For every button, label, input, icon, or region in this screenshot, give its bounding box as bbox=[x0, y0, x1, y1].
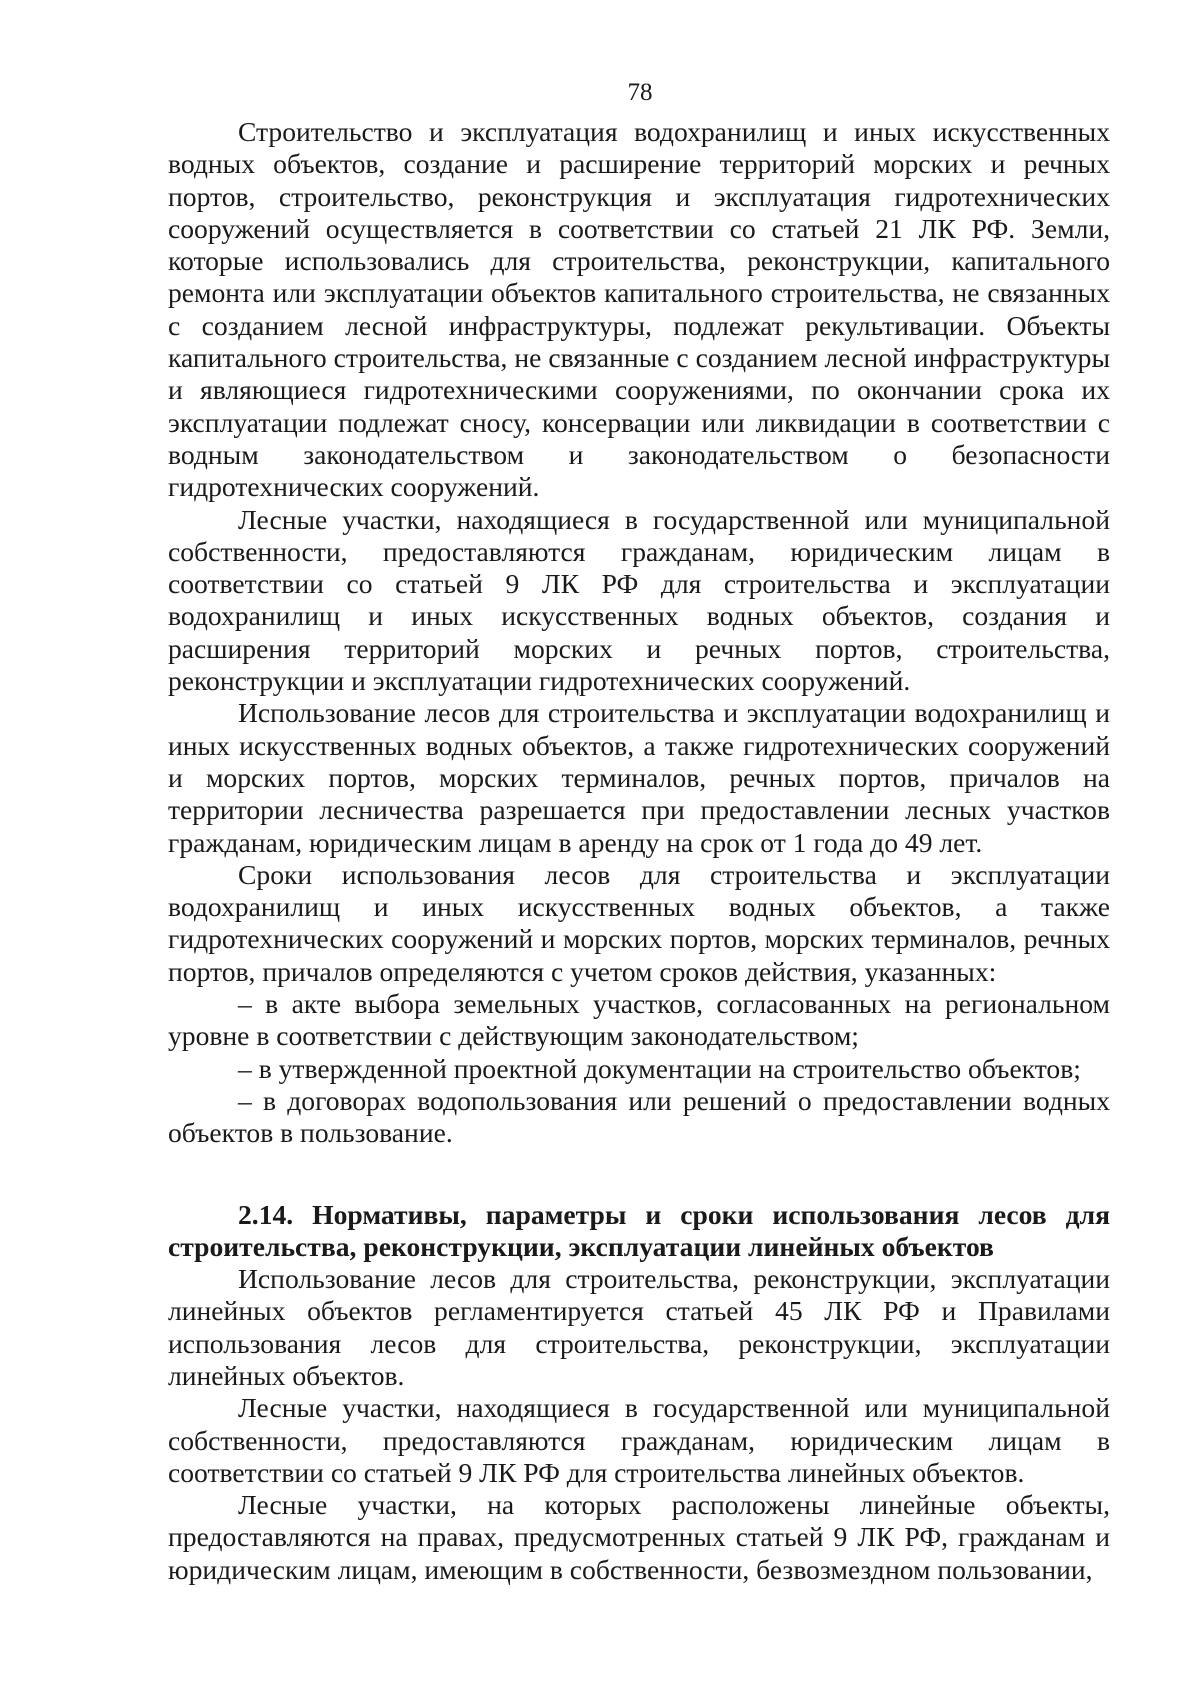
document-body bbox=[168, 116, 1110, 1586]
paragraph-plots-provision-hydro: Лесные участки, находящиеся в государственной или муниципальной собственности, предоставляются гражданам, юридическим лицам в соответствии со статьей 9 ЛК РФ для строительства и эксплуатации водохранилищ и иных искусственных водных объектов, создания и расширения территорий морских и речных портов, строительства, реконструкции и эксплуатации гидротехнических сооружений. bbox=[168, 503, 1110, 697]
paragraph-hydro-construction: Строительство и эксплуатация водохранилищ и иных искусственных водных объектов, создание и расширение территорий морских и речных портов, строительство, реконструкция и эксплуатация гидротехнических сооружений осуществляется в соответствии со статьей 21 ЛК РФ. Земли, которые использовались для строительства, реконструкции, капитального ремонта или эксплуатации объектов капитального строительства, не связанных с созданием лесной инфраструктуры, подлежат рекультивации. Объекты капитального строительства, не связанные с созданием лесной инфраструктуры и являющиеся гидротехническими сооружениями, по окончании срока их эксплуатации подлежат сносу, консервации или ликвидации в соответствии с водным законодательством и законодательством о безопасности гидротехнических сооружений. bbox=[168, 116, 1110, 503]
paragraph-plots-provision-linear: Лесные участки, находящиеся в государственной или муниципальной собственности, предоставляются гражданам, юридическим лицам в соответствии со статьей 9 ЛК РФ для строительства линейных объектов. bbox=[168, 1392, 1110, 1488]
paragraph-plots-with-linear-objects: Лесные участки, на которых расположены линейные объекты, предоставляются на правах, предусмотренных статьей 9 ЛК РФ, гражданам и юридическим лицам, имеющим в собственности, безвозмездном пользовании, bbox=[168, 1489, 1110, 1585]
page-number: 78 bbox=[627, 79, 653, 106]
paragraph-usage-periods: Сроки использования лесов для строительства и эксплуатации водохранилищ и иных искусственных водных объектов, а также гидротехнических сооружений и морских портов, морских терминалов, речных портов, причалов определяются с учетом сроков действия, указанных: bbox=[168, 858, 1110, 987]
section-heading-2-14: 2.14. Нормативы, параметры и сроки использования лесов для строительства, реконструкции, эксплуатации линейных объектов bbox=[168, 1198, 1110, 1262]
list-item-project-documentation: – в утвержденной проектной документации на строительство объектов; bbox=[238, 1052, 1081, 1084]
list-item-water-use-contracts: – в договорах водопользования или решений о предоставлении водных объектов в пользование. bbox=[168, 1084, 1110, 1149]
list-item-land-selection-act: – в акте выбора земельных участков, согласованных на региональном уровне в соответствии с действующим законодательством; bbox=[168, 988, 1110, 1052]
paragraph-linear-objects-regulation: Использование лесов для строительства, реконструкции, эксплуатации линейных объектов регламентируется статьей 45 ЛК РФ и Правилами использования лесов для строительства, реконструкции, эксплуатации линейных объектов. bbox=[168, 1263, 1110, 1391]
paragraph-lease-terms: Использование лесов для строительства и эксплуатации водохранилищ и иных искусственных водных объектов, а также гидротехнических сооружений и морских портов, морских терминалов, речных портов, причалов на территории лесничества разрешается при предоставлении лесных участков гражданам, юридическим лицам в аренду на срок от 1 года до 49 лет. bbox=[168, 697, 1110, 858]
